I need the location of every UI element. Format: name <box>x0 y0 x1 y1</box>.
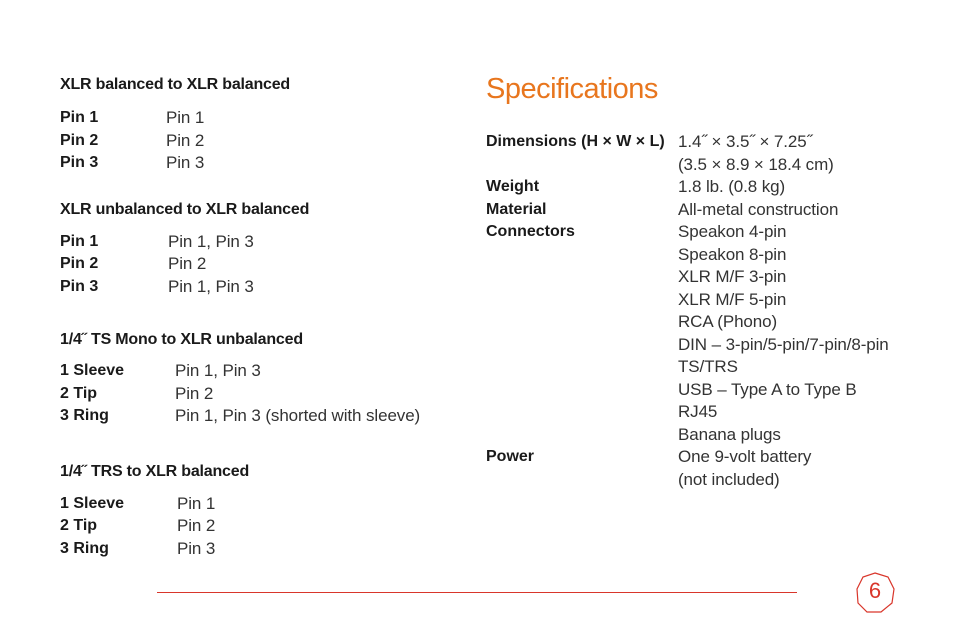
row-value: Pin 1 <box>177 494 216 513</box>
spec-label-dimensions: Dimensions (H × W × L) <box>486 133 665 150</box>
spec-value: RCA (Phono) <box>678 312 778 331</box>
spec-value: RJ45 <box>678 402 718 421</box>
spec-value: TS/TRS <box>678 357 738 376</box>
spec-value: Speakon 4-pin <box>678 222 787 241</box>
row-value: Pin 1, Pin 3 <box>175 361 261 380</box>
section-heading-xlr-balanced: XLR balanced to XLR balanced <box>60 76 291 93</box>
row-value: Pin 3 <box>177 539 216 558</box>
spec-value: XLR M/F 5-pin <box>678 290 787 309</box>
row-value: Pin 1, Pin 3 <box>168 232 254 251</box>
spec-value: One 9-volt battery <box>678 447 812 466</box>
row-label: 1 Sleeve <box>60 362 125 379</box>
row-value: Pin 1 <box>166 108 205 127</box>
footer-rule <box>157 592 797 593</box>
row-value: Pin 2 <box>168 254 207 273</box>
row-value: Pin 2 <box>175 384 214 403</box>
page-number: 6 <box>868 578 882 603</box>
row-label: Pin 3 <box>60 278 99 295</box>
spec-label-material: Material <box>486 201 547 218</box>
spec-label-connectors: Connectors <box>486 223 575 240</box>
page-title: Specifications <box>486 73 658 105</box>
spec-value: Banana plugs <box>678 425 781 444</box>
row-label: Pin 2 <box>60 132 99 149</box>
spec-value: (not included) <box>678 470 780 489</box>
spec-value: 1.4˝ × 3.5˝ × 7.25˝ <box>678 132 813 151</box>
spec-value: XLR M/F 3-pin <box>678 267 787 286</box>
row-value: Pin 2 <box>177 516 216 535</box>
row-label: Pin 2 <box>60 255 99 272</box>
section-heading-ts-mono: 1/4˝ TS Mono to XLR unbalanced <box>60 331 303 348</box>
row-label: 1 Sleeve <box>60 495 125 512</box>
spec-value: (3.5 × 8.9 × 18.4 cm) <box>678 155 834 174</box>
row-label: 2 Tip <box>60 385 98 402</box>
row-value: Pin 1, Pin 3 (shorted with sleeve) <box>175 406 421 425</box>
spec-value: USB – Type A to Type B <box>678 380 857 399</box>
row-label: 2 Tip <box>60 517 98 534</box>
spec-value: All-metal construction <box>678 200 839 219</box>
spec-label-power: Power <box>486 448 535 465</box>
row-label: 3 Ring <box>60 540 109 557</box>
row-label: Pin 3 <box>60 154 99 171</box>
spec-value: DIN – 3-pin/5-pin/7-pin/8-pin <box>678 335 889 354</box>
spec-value: 1.8 lb. (0.8 kg) <box>678 177 786 196</box>
section-heading-xlr-unbalanced: XLR unbalanced to XLR balanced <box>60 201 310 218</box>
row-value: Pin 1, Pin 3 <box>168 277 254 296</box>
row-value: Pin 3 <box>166 153 205 172</box>
spec-label-weight: Weight <box>486 178 540 195</box>
row-label: Pin 1 <box>60 109 99 126</box>
section-heading-trs: 1/4˝ TRS to XLR balanced <box>60 463 250 480</box>
spec-value: Speakon 8-pin <box>678 245 787 264</box>
row-label: 3 Ring <box>60 407 109 424</box>
row-label: Pin 1 <box>60 233 99 250</box>
row-value: Pin 2 <box>166 131 205 150</box>
